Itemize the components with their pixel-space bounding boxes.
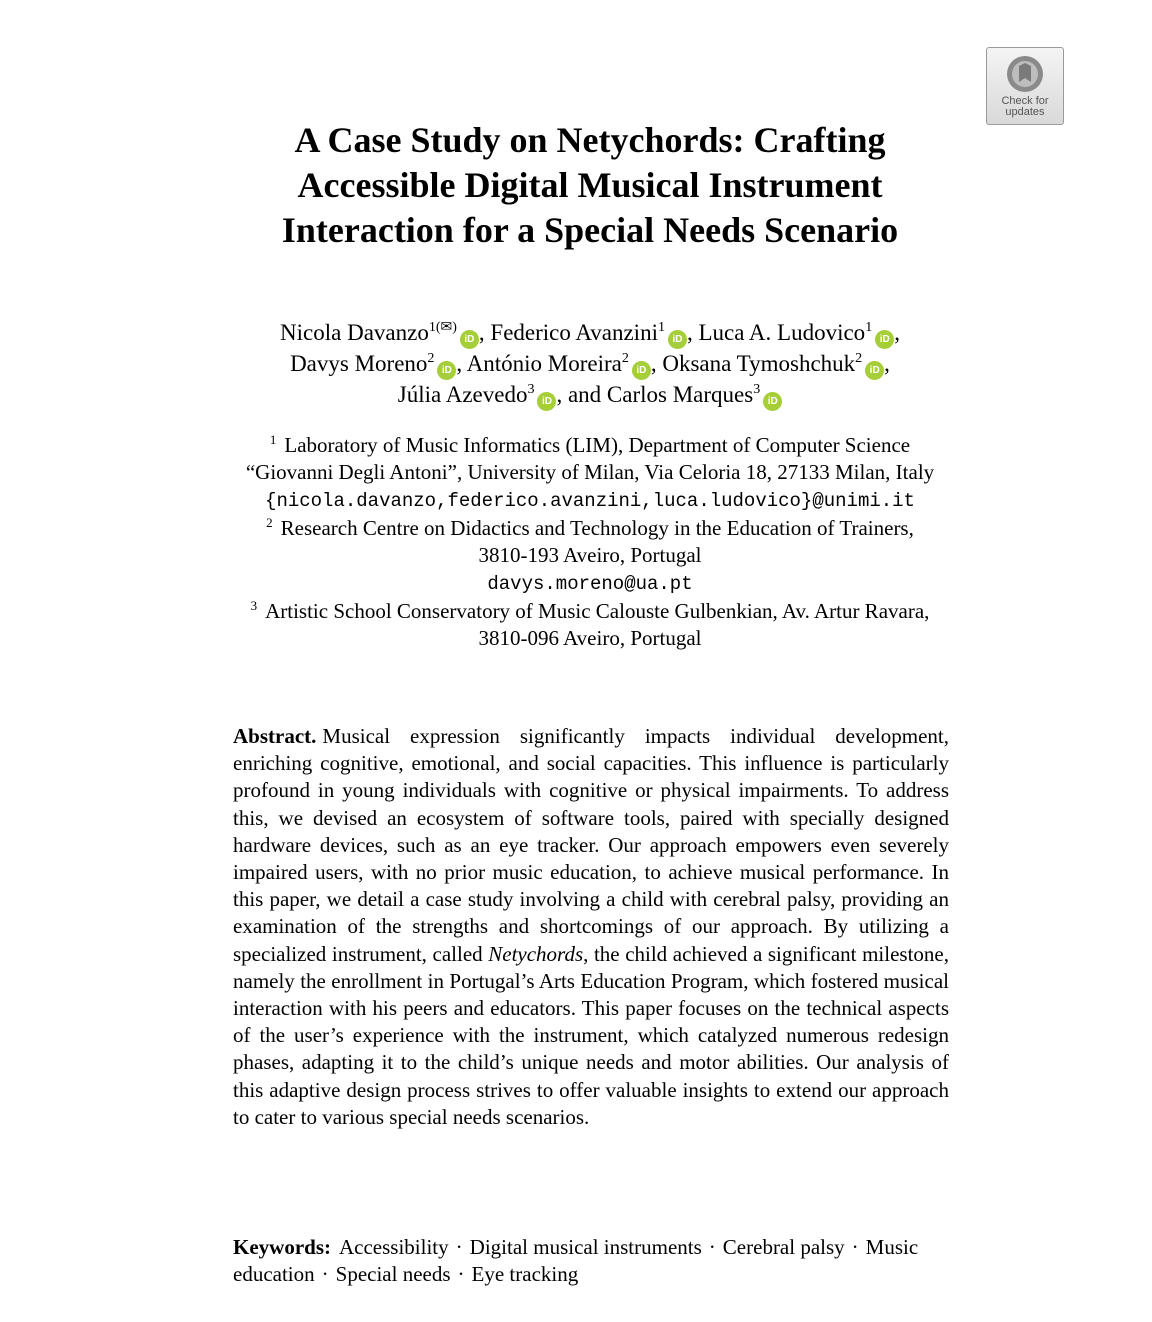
- keyword: Digital musical instruments: [469, 1235, 702, 1259]
- keyword-separator: ·: [455, 1235, 463, 1259]
- author-name: Júlia Azevedo: [397, 382, 528, 407]
- author-name: Federico Avanzini: [490, 320, 658, 345]
- affiliation-text: “Giovanni Degli Antoni”, University of Milan, Via Celoria 18, 27133 Milan, Italy: [245, 460, 935, 484]
- abstract: [233, 723, 949, 1131]
- affiliation-number: 3: [250, 598, 258, 613]
- keyword-separator: ·: [321, 1262, 329, 1286]
- author-list: Nicola Davanzo$^{1(✉)}$iD , Federico Avanzini$^1$iD , Luca A. Ludovico$^1$iD , Davys Moreno$^2$iD , António Moreira$^2$iD , Oksana Tymoshchuk$^2$iD , Júlia Azevedo$^3$iD , and Carlos Marques$^3$iD: [150, 318, 1030, 411]
- orcid-icon[interactable]: iD: [865, 361, 884, 380]
- keyword-separator: ·: [851, 1235, 859, 1259]
- abstract-text: , the child achieved a significant milestone, namely the enrollment in Portugal’s Arts Education Program, which fostered musical interaction with his peers and educators. This paper focuses on the technical aspects of the user’s experience with the instrument, which catalyzed numerous redesign phases, adapting it to the child’s unique needs and motor abilities. Our analysis of this adaptive design process strives to offer valuable insights to extend our approach to cater to various special needs scenarios.: [233, 941, 949, 1129]
- author-name: Nicola Davanzo: [280, 320, 429, 345]
- author-name: Oksana Tymoshchuk: [662, 351, 856, 376]
- keyword: Eye tracking: [471, 1262, 579, 1286]
- affiliation-number: 2: [266, 515, 273, 530]
- abstract-label: Abstract.: [233, 724, 317, 748]
- check-for-updates-badge[interactable]: [986, 47, 1064, 125]
- author-name: António Moreira: [466, 351, 622, 376]
- author-affiliation: 2: [621, 351, 629, 366]
- author-name: Carlos Marques: [606, 382, 754, 407]
- affiliation-text: 3810-193 Aveiro, Portugal: [478, 543, 702, 567]
- keyword: Cerebral palsy: [722, 1235, 845, 1259]
- author-affiliation: 3: [527, 382, 535, 397]
- orcid-icon[interactable]: iD: [537, 392, 556, 411]
- keyword: Special needs: [335, 1262, 451, 1286]
- affiliation-text: Research Centre on Didactics and Technology in the Education of Trainers,: [280, 516, 914, 540]
- orcid-icon[interactable]: iD: [437, 361, 456, 380]
- keyword: Accessibility: [339, 1235, 449, 1259]
- keyword-separator: ·: [708, 1235, 716, 1259]
- abstract-text: Musical expression significantly impacts individual development, enriching cognitive, emotional, and social capacities. This influence is particularly profound in young individuals with cognitive or physical impairments. To address this, we devised an ecosystem of software tools, paired with specially designed hardware devices, such as an eye tracker. Our approach empowers even severely impaired users, with no prior music education, to achieve musical performance. In this paper, we detail a case study involving a child with cerebral palsy, providing an examination of the strengths and shortcomings of our approach. By utilizing a specialized instrument, called: [233, 724, 949, 966]
- affiliation-text: Artistic School Conservatory of Music Calouste Gulbenkian, Av. Artur Ravara,: [265, 599, 930, 623]
- keywords: [233, 1234, 949, 1288]
- orcid-icon[interactable]: iD: [632, 361, 651, 380]
- instrument-name: Netychords: [488, 941, 584, 966]
- affiliation-text: 3810-096 Aveiro, Portugal: [478, 626, 702, 650]
- badge-label: Check for updates: [1001, 95, 1049, 118]
- author-affiliation: 1: [865, 320, 873, 335]
- title-line: Accessible Digital Musical Instrument: [297, 165, 883, 205]
- author-name: Luca A. Ludovico: [698, 320, 866, 345]
- orcid-icon[interactable]: iD: [460, 330, 479, 349]
- orcid-icon[interactable]: iD: [763, 392, 782, 411]
- author-affiliation: 2: [427, 351, 435, 366]
- author-conjunction: and: [567, 382, 602, 407]
- keyword: Music education: [233, 1235, 919, 1286]
- affiliation-text: Laboratory of Music Informatics (LIM), Department of Computer Science: [284, 433, 911, 457]
- affiliation-email[interactable]: davys.moreno@ua.pt: [487, 573, 693, 595]
- keywords-label: Keywords:: [233, 1235, 331, 1259]
- keyword-separator: ·: [457, 1262, 465, 1286]
- check-for-updates-icon: [1005, 54, 1045, 94]
- author-name: Davys Moreno: [290, 351, 428, 376]
- paper-title: [150, 118, 1030, 253]
- title-line: Interaction for a Special Needs Scenario: [281, 210, 899, 250]
- author-affiliation: 1: [657, 320, 665, 335]
- title-line: A Case Study on Netychords: Crafting: [294, 120, 886, 160]
- affiliations: [150, 432, 1030, 652]
- affiliation-email[interactable]: {nicola.davanzo,federico.avanzini,luca.ludovico}@unimi.it: [265, 490, 915, 512]
- author-affiliation: 1(✉): [428, 320, 457, 335]
- affiliation-number: 1: [269, 432, 277, 447]
- author-affiliation: 2: [855, 351, 863, 366]
- orcid-icon[interactable]: iD: [668, 330, 687, 349]
- orcid-icon[interactable]: iD: [875, 330, 894, 349]
- author-affiliation: 3: [753, 382, 761, 397]
